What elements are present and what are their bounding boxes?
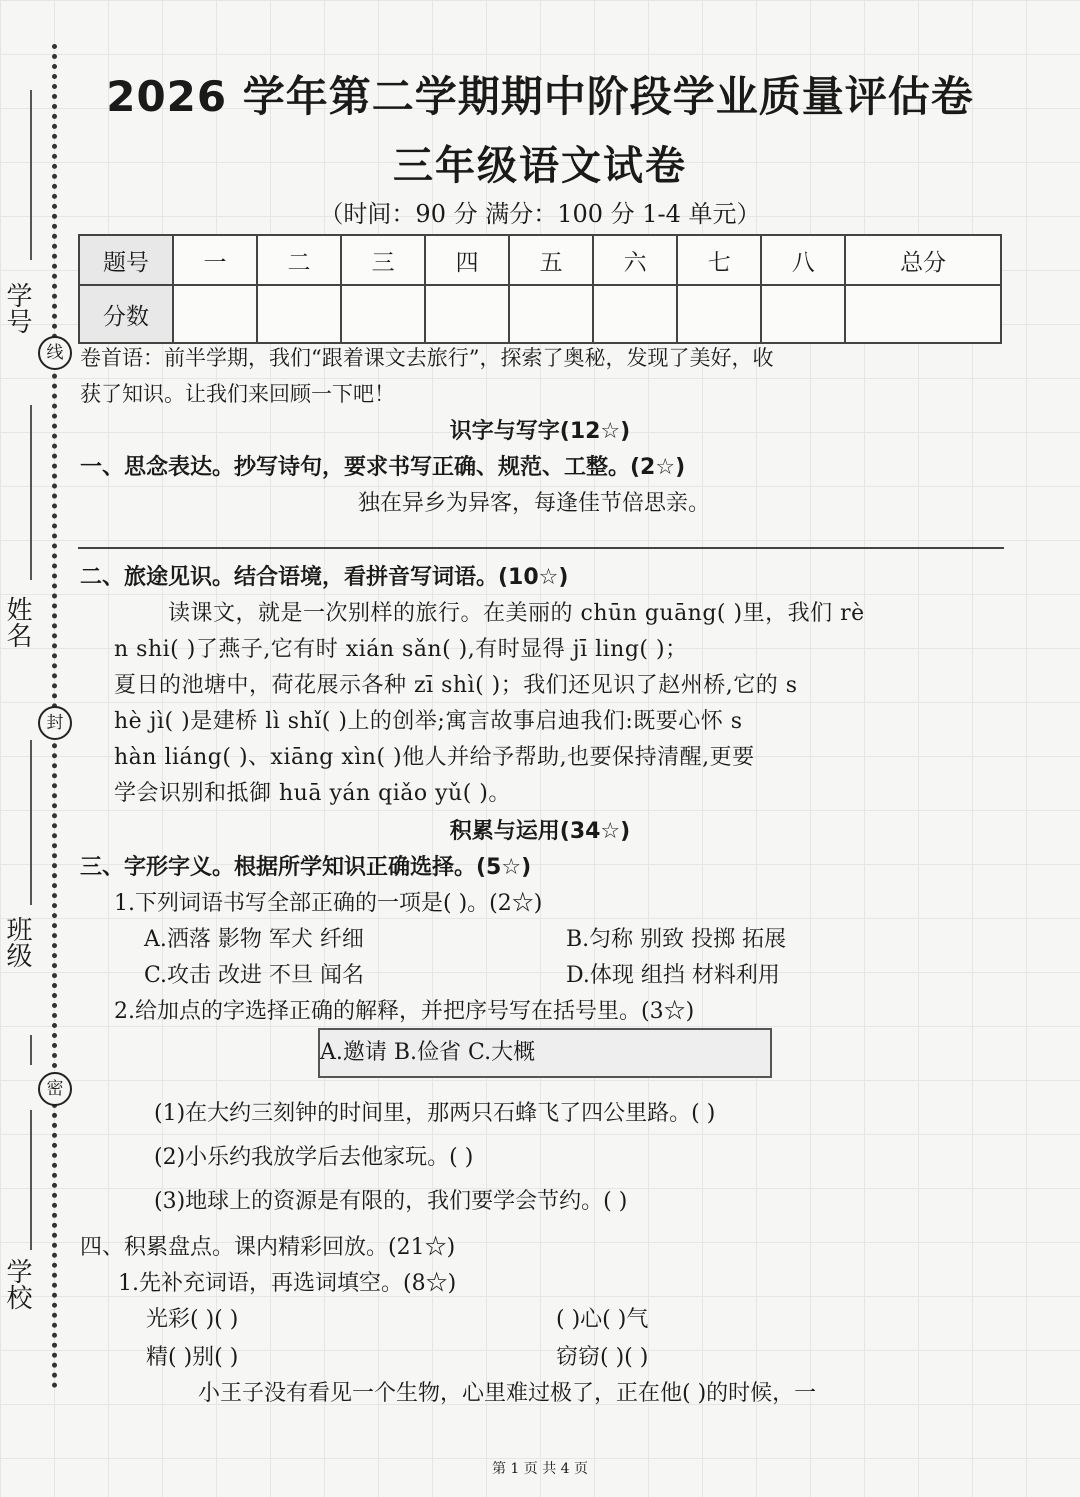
exam-info: （时间：90 分 满分：100 分 1-4 单元） <box>319 200 761 228</box>
score-table <box>78 234 1002 344</box>
question-2-line: 读课文，就是一次别样的旅行。在美丽的 chūn guāng( )里，我们 rè <box>168 601 865 626</box>
score-cell[interactable] <box>593 285 677 343</box>
fill-word-1: 光彩( )( ) <box>146 1307 239 1332</box>
fill-word-2: ( )心( )气 <box>556 1307 649 1332</box>
question-4-title: 四、积累盘点。课内精彩回放。(21☆) <box>80 1235 456 1260</box>
seal-mi: 密 <box>38 1072 72 1106</box>
question-3-title: 三、字形字义。根据所学知识正确选择。(5☆) <box>80 855 532 880</box>
question-1-title: 一、思念表达。抄写诗句，要求书写正确、规范、工整。(2☆) <box>80 455 686 480</box>
section-heading-literacy: 识字与写字(12☆) <box>449 419 631 444</box>
exam-title: 2026 学年第二学期期中阶段学业质量评估卷 <box>106 72 974 121</box>
question-2-line: hè jì( )是建桥 lì shǐ( )上的创举;寓言故事启迪我们:既要心怀 s <box>114 709 743 734</box>
definition-options-box: A.邀请 B.俭省 C.大概 <box>318 1028 772 1078</box>
score-cell[interactable] <box>341 285 425 343</box>
score-table-header-cell: 题号 <box>79 235 173 285</box>
option-c[interactable]: C.攻击 改进 不旦 闻名 <box>144 963 365 988</box>
margin-label-school: 学校 <box>2 1258 32 1310</box>
preface-line-2: 获了知识。让我们来回顾一下吧！ <box>80 382 395 406</box>
score-table-header-cell: 八 <box>761 235 845 285</box>
question-1-poem: 独在异乡为异客，每逢佳节倍思亲。 <box>358 491 711 516</box>
score-cell[interactable] <box>425 285 509 343</box>
score-table-header-cell: 五 <box>509 235 593 285</box>
score-table-header-cell: 二 <box>257 235 341 285</box>
answer-line[interactable] <box>78 547 1004 549</box>
question-2-line: 学会识别和抵御 huā yán qiǎo yǔ( )。 <box>114 781 511 806</box>
option-d[interactable]: D.体现 组挡 材料利用 <box>566 963 780 988</box>
question-4-sub-1: 1.先补充词语，再选词填空。(8☆) <box>118 1271 457 1296</box>
exam-subtitle: 三年级语文试卷 <box>393 143 687 189</box>
score-cell[interactable] <box>845 285 1001 343</box>
question-3-item-3: (3)地球上的资源是有限的，我们要学会节约。( ) <box>154 1189 628 1214</box>
margin-rule-school <box>30 1110 32 1250</box>
seal-xian: 线 <box>38 336 72 370</box>
score-table-header-cell: 总分 <box>845 235 1001 285</box>
preface-line-1: 卷首语：前半学期，我们“跟着课文去旅行”，探索了奥秘，发现了美好，收 <box>80 346 774 370</box>
score-cell[interactable] <box>257 285 341 343</box>
question-2-line: n shi( )了燕子,它有时 xián sǎn( ),有时显得 jī ling( )； <box>114 637 688 662</box>
score-row-label: 分数 <box>79 285 173 343</box>
score-cell[interactable] <box>509 285 593 343</box>
question-3-item-1: (1)在大约三刻钟的时间里，那两只石蜂飞了四公里路。( ) <box>154 1101 716 1126</box>
question-2-title: 二、旅途见识。结合语境，看拼音写词语。(10☆) <box>80 565 569 590</box>
option-b[interactable]: B.匀称 别致 投掷 拓展 <box>566 927 787 952</box>
margin-rule-class <box>30 740 32 905</box>
fill-word-4: 窃窃( )( ) <box>556 1345 649 1370</box>
score-table-header-cell: 六 <box>593 235 677 285</box>
score-table-header-cell: 三 <box>341 235 425 285</box>
question-3-item-2: (2)小乐约我放学后去他家玩。( ) <box>154 1145 474 1170</box>
section-heading-accumulation: 积累与运用(34☆) <box>449 819 631 844</box>
page-footer: 第 1 页 共 4 页 <box>491 1461 589 1477</box>
question-3-sub-1: 1.下列词语书写全部正确的一项是( )。(2☆) <box>114 891 543 916</box>
score-table-header-row <box>79 235 1001 285</box>
score-cell[interactable] <box>173 285 257 343</box>
fill-word-3: 精( )别( ) <box>146 1345 239 1370</box>
score-cell[interactable] <box>677 285 761 343</box>
question-4-sentence: 小王子没有看见一个生物，心里难过极了，正在他( )的时候，一 <box>198 1381 817 1406</box>
score-table-header-cell: 一 <box>173 235 257 285</box>
margin-label-name: 姓名 <box>2 596 32 648</box>
margin-rule-name <box>30 405 32 580</box>
seal-feng: 封 <box>38 706 72 740</box>
margin-label-class: 班级 <box>2 916 32 968</box>
question-2-line: hàn liáng( )、xiāng xìn( )他人并给予帮助,也要保持清醒,更要 <box>114 745 755 770</box>
score-table-header-cell: 七 <box>677 235 761 285</box>
score-table-score-row <box>79 285 1001 343</box>
margin-label-student-id: 学号 <box>2 282 32 334</box>
question-2-line: 夏日的池塘中，荷花展示各种 zī shì( )；我们还见识了赵州桥,它的 s <box>114 673 798 698</box>
score-table-header-cell: 四 <box>425 235 509 285</box>
margin-rule-student-id <box>30 90 32 260</box>
question-3-sub-2: 2.给加点的字选择正确的解释，并把序号写在括号里。(3☆) <box>114 999 695 1024</box>
option-a[interactable]: A.洒落 影物 军犬 纤细 <box>144 927 364 952</box>
score-cell[interactable] <box>761 285 845 343</box>
margin-rule-class-lower <box>30 1035 32 1065</box>
